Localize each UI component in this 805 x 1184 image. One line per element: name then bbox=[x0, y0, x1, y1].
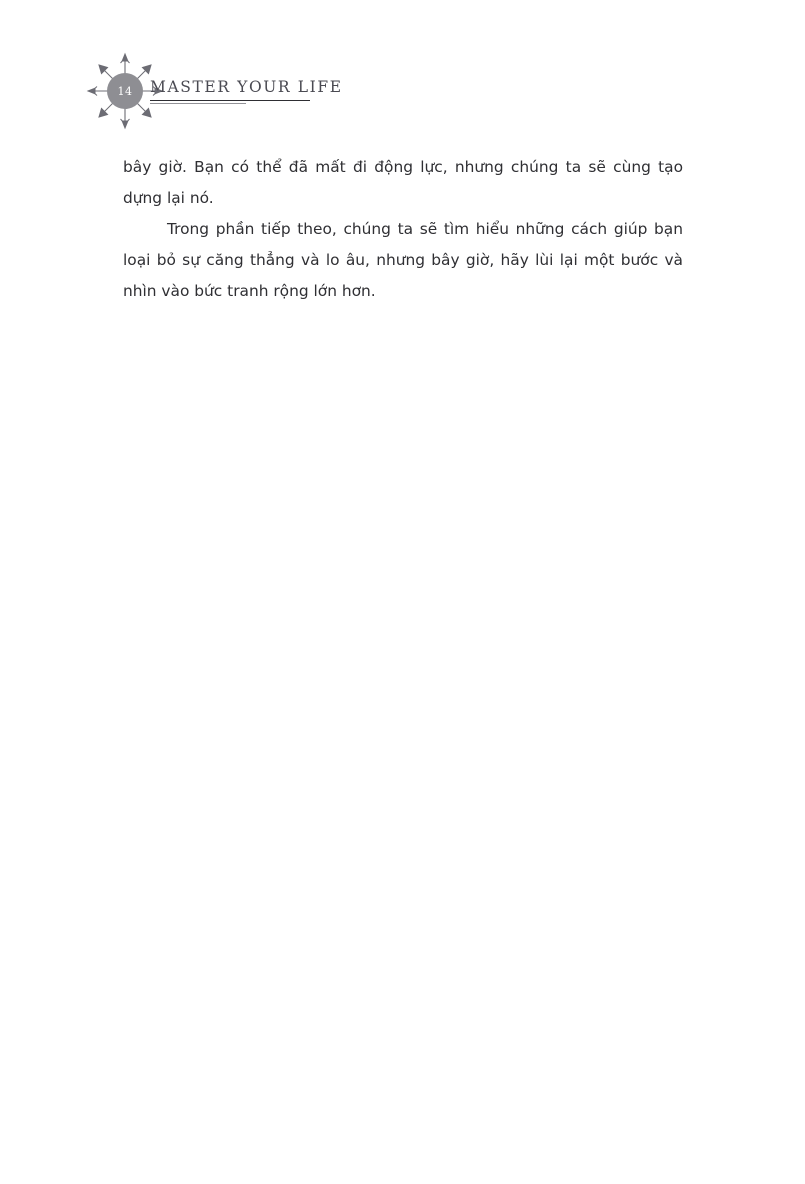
running-header bbox=[86, 52, 726, 132]
header-title-block bbox=[150, 78, 410, 104]
header-rule-secondary bbox=[150, 103, 246, 104]
paragraph: bây giờ. Bạn có thể đã mất đi động lực, nhưng chúng ta sẽ cùng tạo dựng lại nó. bbox=[123, 158, 683, 207]
header-rule-primary bbox=[150, 100, 310, 101]
paragraph: Trong phần tiếp theo, chúng ta sẽ tìm hiểu những cách giúp bạn loại bỏ sự căng thẳng và lo âu, nhưng bây giờ, hãy lùi lại một bước và nhìn vào bức tranh rộng lớn hơn. bbox=[123, 220, 683, 300]
page-number-badge: 14 bbox=[107, 73, 143, 109]
body-text bbox=[123, 152, 683, 307]
header-title: MASTER YOUR LIFE bbox=[150, 78, 343, 96]
